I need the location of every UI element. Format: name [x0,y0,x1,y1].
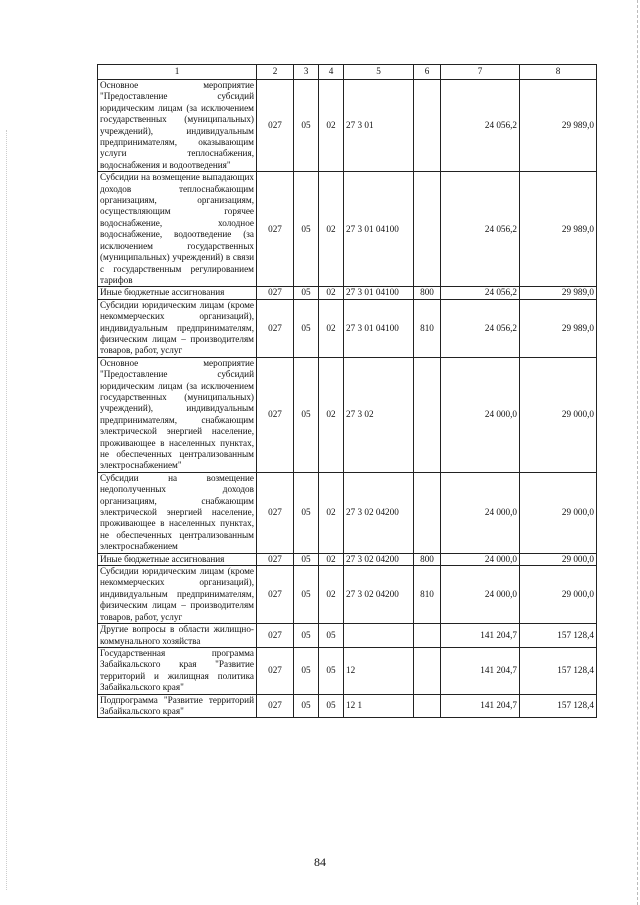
row-ministry-code: 027 [257,694,294,718]
row-subsection: 02 [319,553,344,565]
header-col-6: 6 [414,65,441,80]
row-ministry-code: 027 [257,287,294,299]
row-target-article: 27 3 01 04100 [344,287,414,299]
row-amount-year-2: 29 989,0 [520,172,597,287]
row-expense-type: 810 [414,299,441,357]
row-amount-year-2: 157 128,4 [520,694,597,718]
table-row [98,472,597,553]
row-expense-type [414,357,441,472]
row-section: 05 [294,694,319,718]
table-row [98,553,597,565]
row-amount-year-2: 29 000,0 [520,566,597,624]
row-expense-type [414,80,441,172]
row-expense-type [414,647,441,694]
row-subsection: 02 [319,299,344,357]
row-amount-year-1: 141 204,7 [441,694,520,718]
row-name: Субсидии на возмещение выпадающих доходов теплоснабжающим организациям, организациям, осуществляющим горячее водоснабжение, холодное водоснабжение, водоотведение (за исключением государственных (муниципальных) учреждений) в связи с государственным регулированием тарифов [98,172,257,287]
row-section: 05 [294,624,319,648]
row-target-article: 27 3 01 [344,80,414,172]
table-row [98,299,597,357]
row-expense-type: 800 [414,553,441,565]
row-expense-type: 810 [414,566,441,624]
row-amount-year-2: 29 000,0 [520,357,597,472]
row-expense-type [414,472,441,553]
table-row [98,624,597,648]
row-subsection: 02 [319,472,344,553]
row-target-article: 27 3 01 04100 [344,172,414,287]
table-row [98,287,597,299]
row-section: 05 [294,566,319,624]
row-amount-year-1: 24 056,2 [441,172,520,287]
table-row [98,80,597,172]
row-name: Иные бюджетные ассигнования [98,553,257,565]
row-name: Государственная программа Забайкальского края "Развитие территорий и жилищная политика Забайкальского края" [98,647,257,694]
row-ministry-code: 027 [257,566,294,624]
row-subsection: 02 [319,80,344,172]
row-amount-year-2: 29 000,0 [520,472,597,553]
header-col-1: 1 [98,65,257,80]
row-name: Основное мероприятие "Предоставление субсидий юридическим лицам (за исключением государственных (муниципальных) учреждений), индивидуальным предпринимателям, оказывающим услуги теплоснабжения, водоснабжения и водоотведения" [98,80,257,172]
row-section: 05 [294,553,319,565]
row-amount-year-2: 157 128,4 [520,624,597,648]
table-body [98,80,597,718]
row-section: 05 [294,357,319,472]
row-section: 05 [294,172,319,287]
row-subsection: 02 [319,566,344,624]
row-target-article: 12 1 [344,694,414,718]
table-row [98,357,597,472]
row-name: Подпрограмма "Развитие территорий Забайкальского края" [98,694,257,718]
row-amount-year-1: 24 000,0 [441,357,520,472]
table-row [98,647,597,694]
row-section: 05 [294,80,319,172]
row-amount-year-2: 157 128,4 [520,647,597,694]
row-ministry-code: 027 [257,80,294,172]
row-amount-year-1: 24 000,0 [441,553,520,565]
row-target-article [344,624,414,648]
row-target-article: 27 3 01 04100 [344,299,414,357]
row-ministry-code: 027 [257,299,294,357]
table-row [98,566,597,624]
row-name: Субсидии юридическим лицам (кроме некоммерческих организаций), индивидуальным предпринимателям, физическим лицам – производителям товаров, работ, услуг [98,566,257,624]
row-ministry-code: 027 [257,624,294,648]
row-ministry-code: 027 [257,553,294,565]
row-target-article: 27 3 02 04200 [344,566,414,624]
header-col-4: 4 [319,65,344,80]
row-amount-year-1: 24 000,0 [441,472,520,553]
row-ministry-code: 027 [257,647,294,694]
row-ministry-code: 027 [257,172,294,287]
row-amount-year-1: 24 056,2 [441,299,520,357]
row-subsection: 05 [319,694,344,718]
row-expense-type [414,694,441,718]
row-subsection: 05 [319,647,344,694]
table-row [98,172,597,287]
row-amount-year-1: 24 056,2 [441,80,520,172]
row-amount-year-1: 24 056,2 [441,287,520,299]
row-ministry-code: 027 [257,357,294,472]
page-number: 84 [314,855,326,869]
row-name: Субсидии на возмещение недополученных доходов организациям, снабжающим электрической энергией население, проживающее в населенных пунктах, не обеспеченных централизованным электроснабжением [98,472,257,553]
row-name: Основное мероприятие "Предоставление субсидий юридическим лицам (за исключением государственных (муниципальных) учреждений), индивидуальным предпринимателям, снабжающим электрической энергией население, проживающее в населенных пунктах, не обеспеченных централизованным электроснабжением" [98,357,257,472]
row-expense-type [414,624,441,648]
budget-table [97,64,597,718]
row-target-article: 27 3 02 [344,357,414,472]
row-amount-year-2: 29 989,0 [520,299,597,357]
row-amount-year-2: 29 989,0 [520,287,597,299]
row-amount-year-2: 29 000,0 [520,553,597,565]
row-amount-year-1: 141 204,7 [441,624,520,648]
row-amount-year-1: 24 000,0 [441,566,520,624]
row-subsection: 02 [319,357,344,472]
header-col-8: 8 [520,65,597,80]
row-amount-year-2: 29 989,0 [520,80,597,172]
row-subsection: 05 [319,624,344,648]
row-subsection: 02 [319,172,344,287]
row-expense-type [414,172,441,287]
row-expense-type: 800 [414,287,441,299]
row-section: 05 [294,647,319,694]
row-target-article: 27 3 02 04200 [344,553,414,565]
header-row [98,65,597,80]
scan-edge-left [6,130,8,890]
row-name: Субсидии юридическим лицам (кроме некоммерческих организаций), индивидуальным предпринимателям, физическим лицам – производителям товаров, работ, услуг [98,299,257,357]
row-amount-year-1: 141 204,7 [441,647,520,694]
row-subsection: 02 [319,287,344,299]
row-target-article: 27 3 02 04200 [344,472,414,553]
header-col-7: 7 [441,65,520,80]
row-section: 05 [294,299,319,357]
row-section: 05 [294,472,319,553]
row-target-article: 12 [344,647,414,694]
table-row [98,694,597,718]
header-col-5: 5 [344,65,414,80]
row-name: Другие вопросы в области жилищно-коммунального хозяйства [98,624,257,648]
row-ministry-code: 027 [257,472,294,553]
scan-edge-right [636,0,638,905]
row-name: Иные бюджетные ассигнования [98,287,257,299]
row-section: 05 [294,287,319,299]
header-col-2: 2 [257,65,294,80]
header-col-3: 3 [294,65,319,80]
